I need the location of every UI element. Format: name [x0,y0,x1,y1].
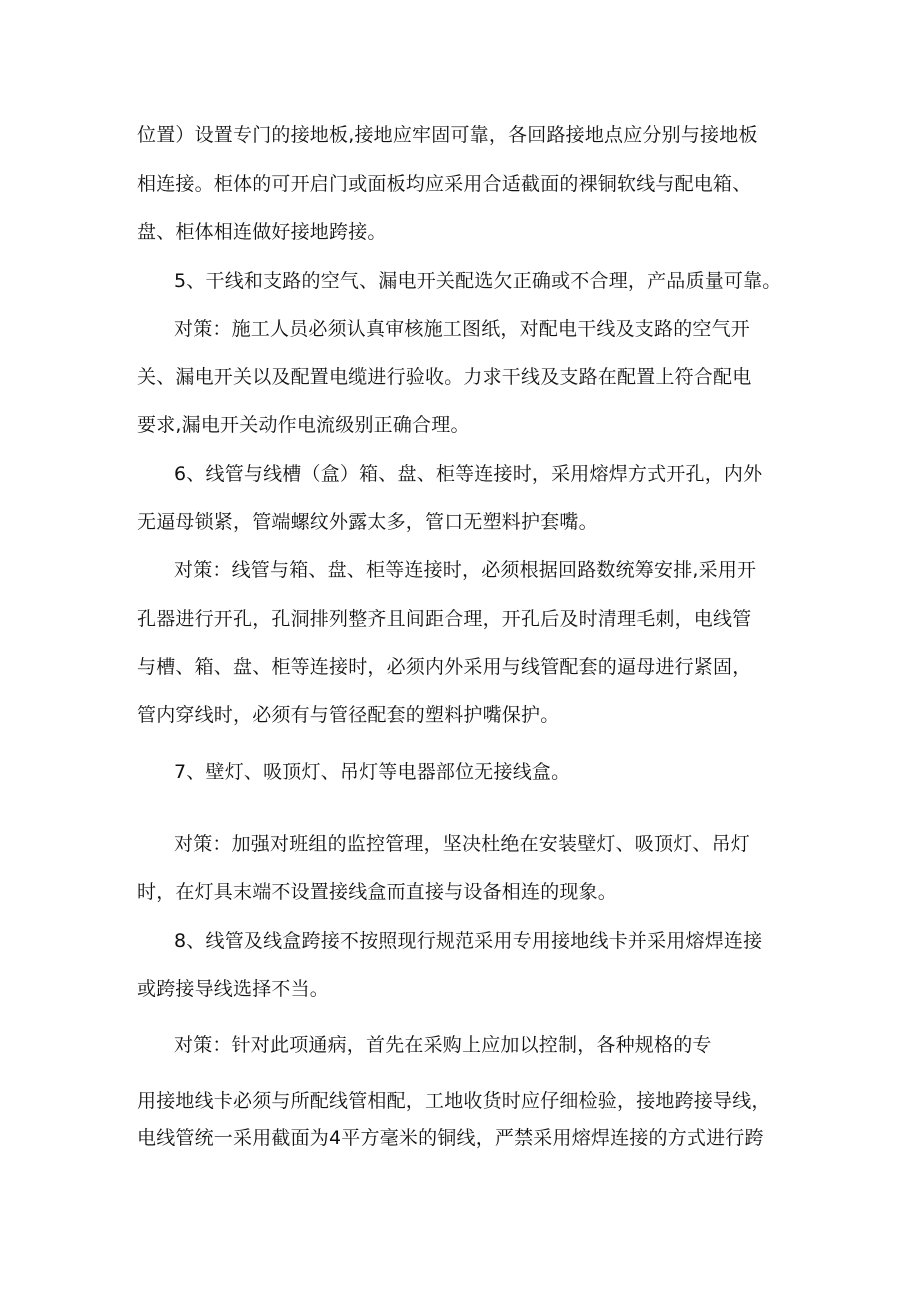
text-line-13: 管内穿线时，必须有与管径配套的塑料护嘴保护。 [137,704,560,726]
text-line-9: 无逼母锁紧，管端螺纹外露太多，管口无塑料护套嘴。 [137,511,598,533]
text-line-6: 关、漏电开关以及配置电缆进行验收。力求干线及支路在配置上符合配电 [137,366,752,388]
text-line-4: 5、干线和支路的空气、漏电开关配选欠正确或不合理，产品质量可靠。 [174,270,782,292]
text-line-19: 对策：针对此项通病，首先在采购上应加以控制，各种规格的专 [174,1034,712,1056]
text-line-7: 要求,漏电开关动作电流级别正确合理。 [137,414,470,436]
text-line-11: 孔器进行开孔，孔洞排列整齐且间距合理，开孔后及时清理毛刺，电线管 [137,608,752,630]
text-line-12: 与槽、箱、盘、柜等连接时，必须内外采用与线管配套的逼母进行紧固， [137,656,752,678]
text-line-10: 对策：线管与箱、盘、柜等连接时，必须根据回路数统筹安排,采用开 [174,559,757,581]
text-line-18: 或跨接导线选择不当。 [137,978,330,1000]
text-line-20: 用接地线卡必须与所配线管相配，工地收货时应仔细检验，接地跨接导线， [137,1090,771,1112]
text-line-16: 时，在灯具末端不设置接线盒而直接与设备相连的现象。 [137,881,618,903]
text-line-5: 对策：施工人员必须认真审核施工图纸，对配电干线及支路的空气开 [174,318,751,340]
text-line-21: 电线管统一采用截面为4平方毫米的铜线，严禁采用熔焊连接的方式进行跨 [137,1127,764,1149]
text-line-8: 6、线管与线槽（盒）箱、盘、柜等连接时，采用熔焊方式开孔，内外 [174,463,763,485]
text-line-15: 对策：加强对班组的监控管理，坚决杜绝在安装壁灯、吸顶灯、吊灯 [174,833,751,855]
text-line-3: 盘、柜体相连做好接地跨接。 [137,221,387,243]
text-line-17: 8、线管及线盒跨接不按照现行规范采用专用接地线卡并采用熔焊连接 [174,930,763,952]
text-line-2: 相连接。柜体的可开启门或面板均应采用合适截面的裸铜软线与配电箱、 [137,173,752,195]
text-line-14: 7、壁灯、吸顶灯、吊灯等电器部位无接线盒。 [174,761,571,783]
text-line-1: 位置）设置专门的接地板,接地应牢固可靠，各回路接地点应分别与接地板 [137,124,758,146]
